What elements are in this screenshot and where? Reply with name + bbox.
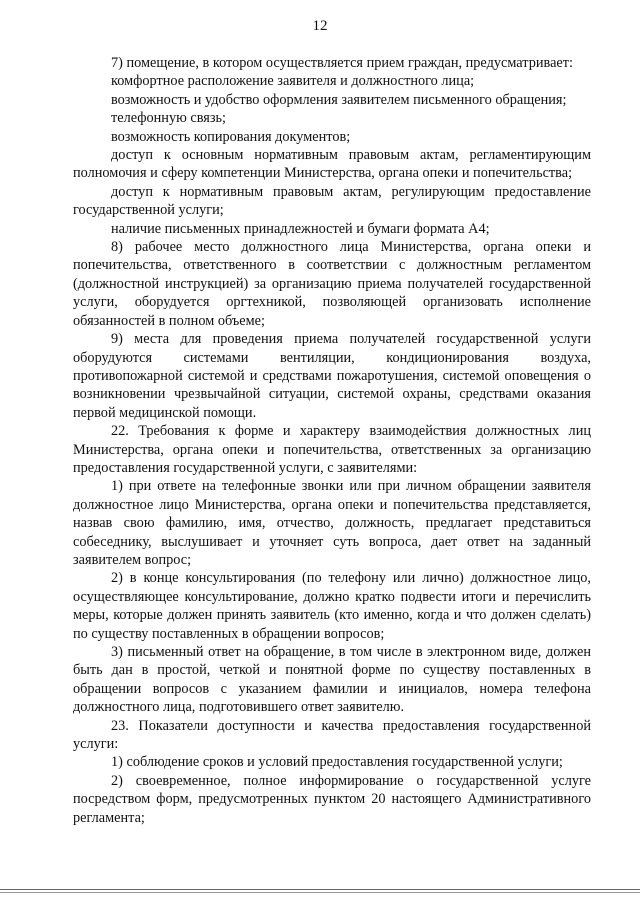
- paragraph-access-core-acts: доступ к основным нормативным правовым актам, регламентирующим полномочия и сферу компетенции Министерства, органа опеки и попечительства;: [73, 147, 591, 182]
- paragraph-item-7: 7) помещение, в котором осуществляется прием граждан, предусматривает:: [111, 55, 573, 71]
- paragraph-23-2: 2) своевременное, полное информирование о государственной услуге посредством форм, предусмотренных пунктом 20 настоящего Административного регламента;: [73, 772, 591, 826]
- paragraph-item-8: 8) рабочее место должностного лица Министерства, органа опеки и попечительства, ответственного в соответствии с должностным регламентом (должностной инструкцией) за организацию приема получателей государственной услуги, оборудуется оргтехникой, позволяющей организовать исполнение обязанностей в полном объеме;: [73, 239, 591, 329]
- paragraph-copying: возможность копирования документов;: [111, 128, 351, 145]
- paragraph-22-1: 1) при ответе на телефонные звонки или при личном обращении заявителя должностное лицо Министерства, органа опеки и попечительства представляется, назвав свою фамилию, имя, отчество, должность, предлагает представиться собеседнику, выслушивает и уточняет суть вопроса, дает ответ на заданный заявителем вопрос;: [73, 478, 591, 568]
- paragraph-stationery: наличие письменных принадлежностей и бумаги формата А4;: [111, 220, 490, 237]
- page-number: 12: [312, 18, 328, 34]
- paragraph-section-22: 22. Требования к форме и характеру взаимодействия должностных лиц Министерства, органа опеки и попечительства, ответственных за организацию предоставления государственной услуги, с заявителями:: [73, 423, 591, 476]
- bottom-rule-secondary: [0, 892, 640, 893]
- paragraph-section-23: 23. Показатели доступности и качества предоставления государственной услуги:: [73, 717, 591, 753]
- paragraph-item-9: 9) места для проведения приема получателей государственной услуги оборудуются системами вентиляции, кондиционирования воздуха, противопожарной системой и средствами пожаротушения, системой оповещения о возникновении чрезвычайной ситуации, системой охраны, средствами оказания первой медицинской помощи.: [73, 331, 591, 421]
- document-body: [73, 54, 591, 827]
- paragraph-22-3: 3) письменный ответ на обращение, в том числе в электронном виде, должен быть дан в простой, четкой и понятной форме по существу поставленных в обращении вопросов с указанием фамилии и инициалов, номера телефона должностного лица, подготовившего ответ заявителю.: [73, 644, 591, 716]
- bottom-rule: [0, 889, 640, 890]
- paragraph-22-2: 2) в конце консультирования (по телефону или лично) должностное лицо, осуществляющее консультирование, должно кратко подвести итоги и перечислить меры, которые должен принять заявитель (кто именно, когда и что должен сделать) по существу поставленных в обращении вопросов;: [73, 570, 591, 642]
- paragraph-access-acts: доступ к нормативным правовым актам, регулирующим предоставление государственной услуги;: [73, 183, 591, 219]
- paragraph-phone: телефонную связь;: [111, 110, 226, 127]
- paragraph-23-1: 1) соблюдение сроков и условий предоставления государственной услуги;: [111, 754, 563, 771]
- paragraph-written-appeal: возможность и удобство оформления заявителем письменного обращения;: [111, 91, 567, 108]
- paragraph-comfort: комфортное расположение заявителя и должностного лица;: [111, 73, 475, 90]
